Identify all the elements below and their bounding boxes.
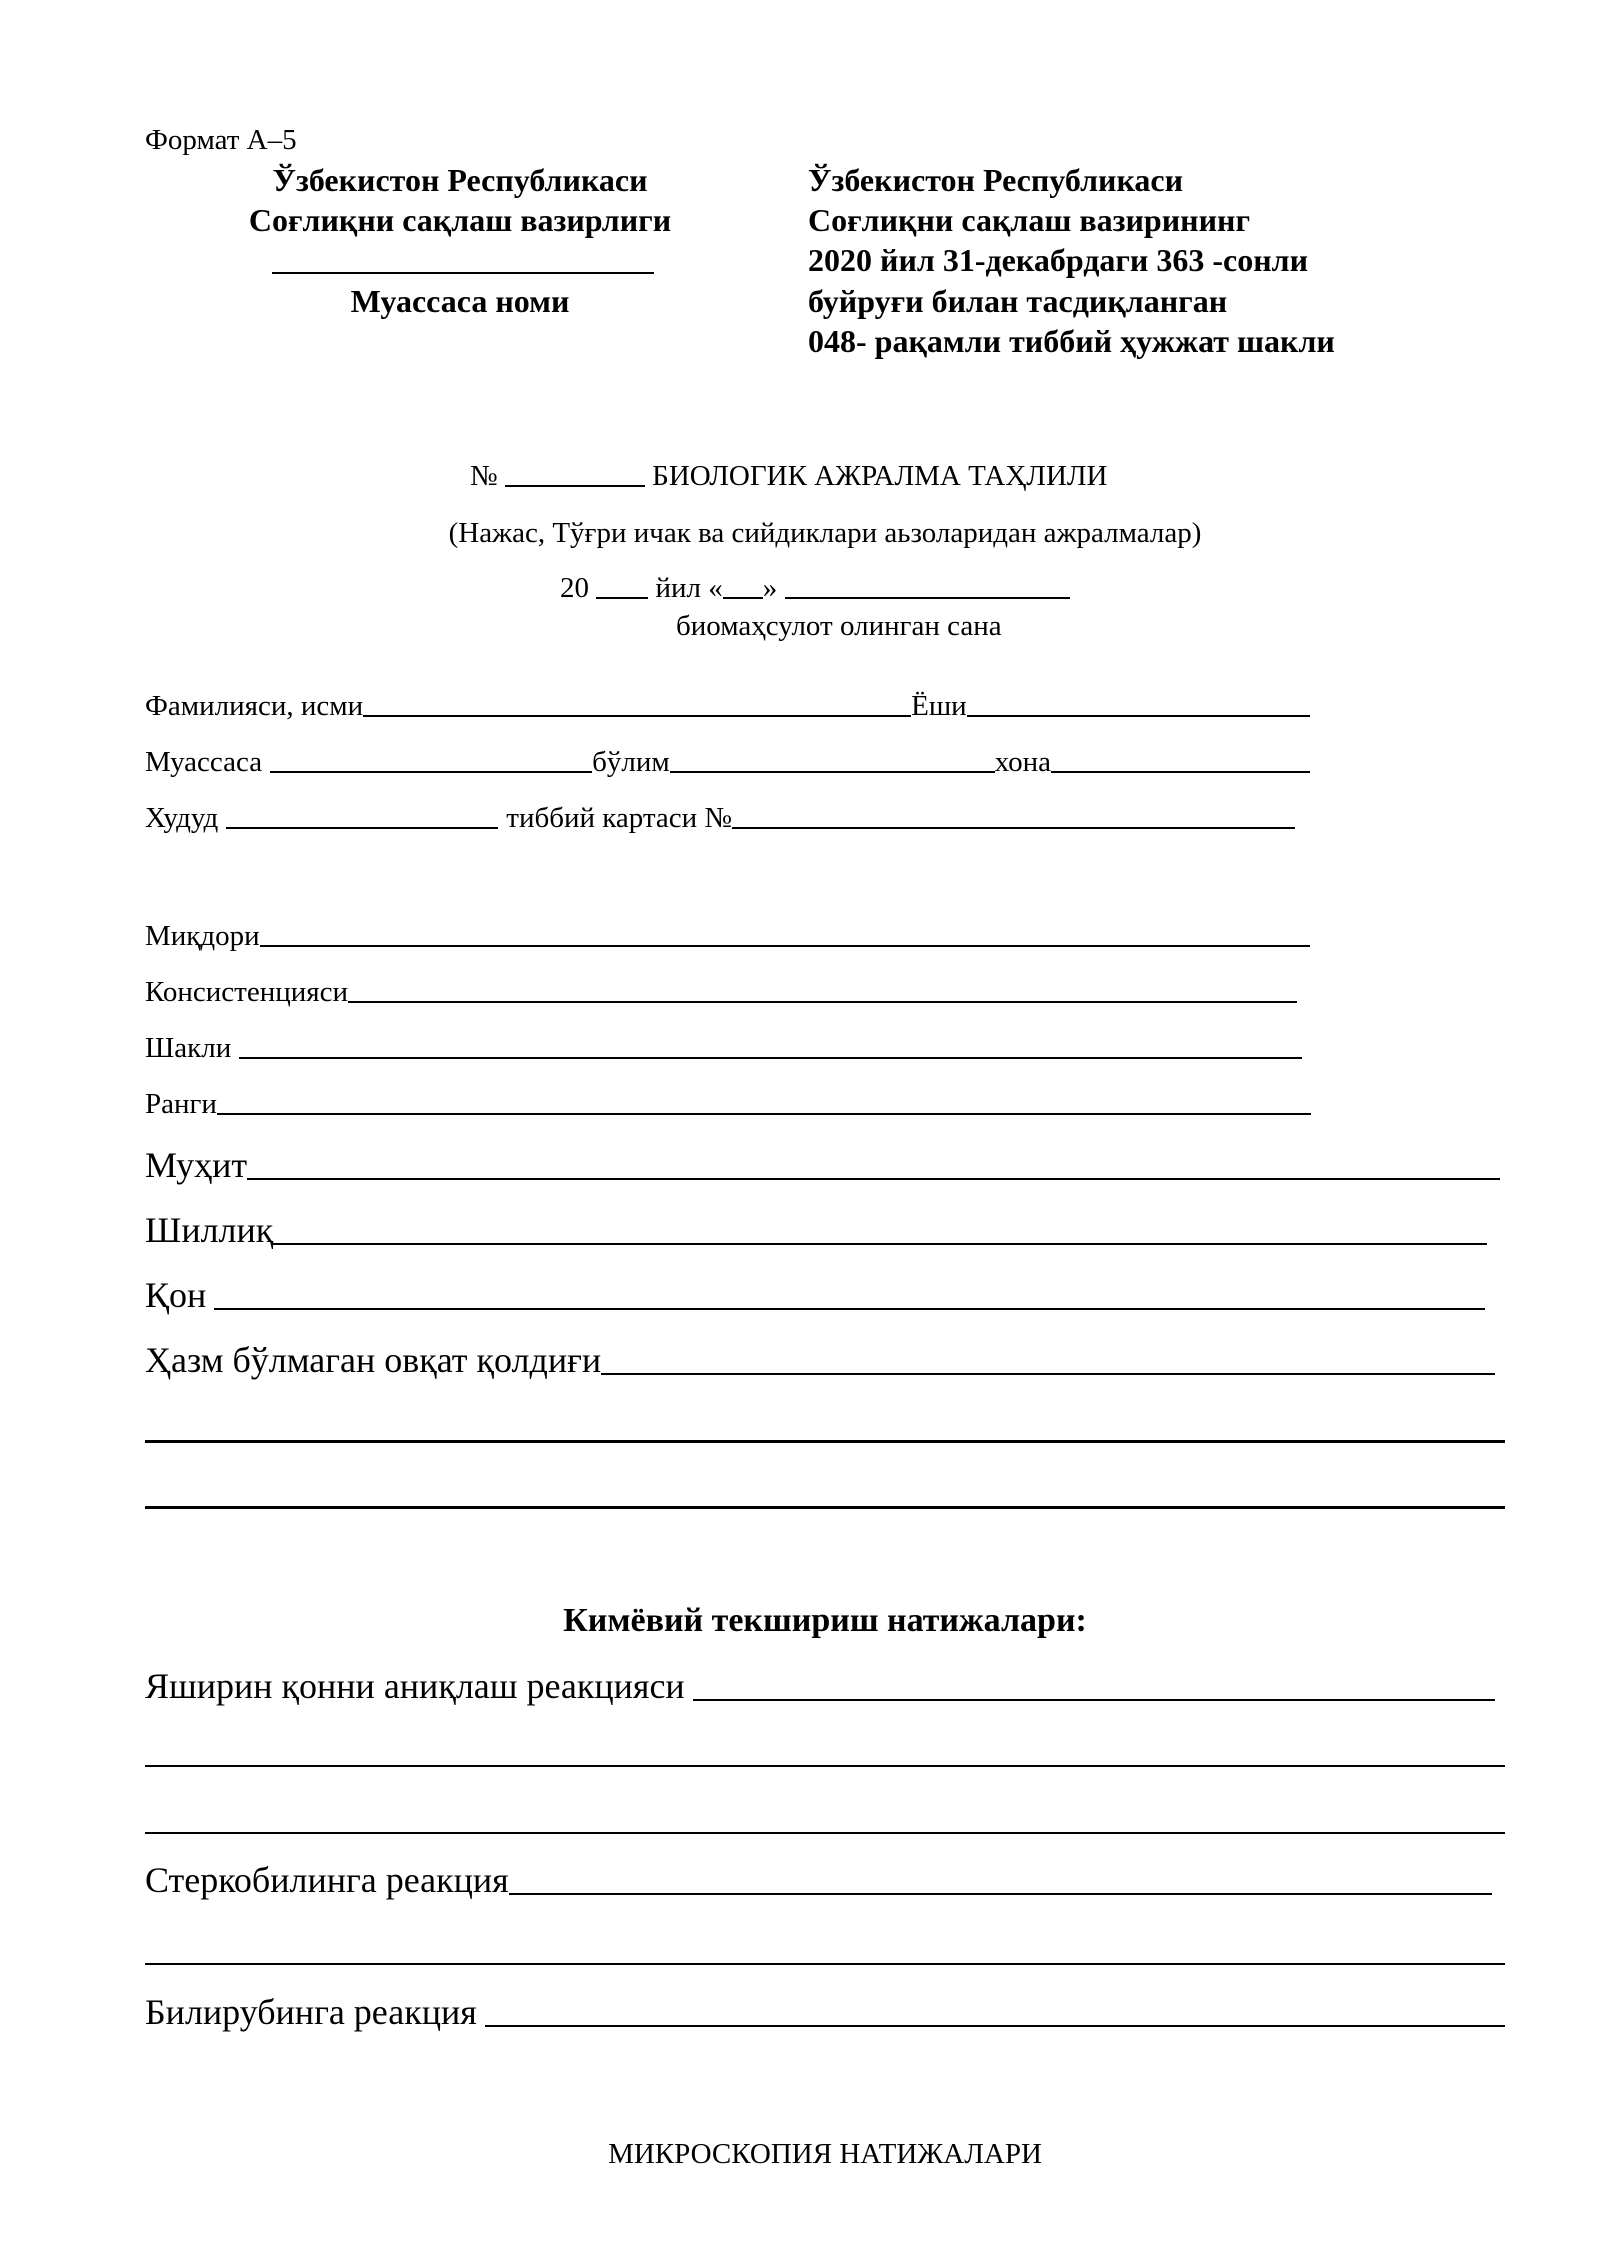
title-text: БИОЛОГИК АЖРАЛМА ТАҲЛИЛИ [652, 460, 1108, 492]
patient-name-label: Фамилияси, исми [145, 690, 364, 722]
blood-label: Қон [145, 1275, 207, 1315]
approval-line2: Соғлиқни сақлаш вазирининг [808, 202, 1250, 238]
hidden-blood-row [145, 1664, 1495, 1708]
amount-blank[interactable] [260, 945, 1310, 947]
sample-date-caption: биомаҳсулот олинган сана [676, 610, 1002, 642]
undigested-row [145, 1338, 1495, 1382]
hidden-blood-extra-line-1[interactable] [145, 1765, 1505, 1767]
amount-row [145, 918, 1310, 954]
blood-blank[interactable] [214, 1308, 1485, 1310]
approval-line1: Ўзбекистон Республикаси [808, 162, 1184, 198]
microscopy-heading: МИКРОСКОПИЯ НАТИЖАЛАРИ [608, 2138, 1042, 2170]
date-close-quote: » [762, 572, 778, 604]
department-label: бўлим [592, 746, 670, 778]
medcard-blank[interactable] [732, 827, 1295, 829]
patient-name-row [145, 688, 1310, 724]
chemical-heading: Кимёвий текшириш натижалари: [563, 1602, 1087, 1639]
approval-line5: 048- рақамли тиббий ҳужжат шакли [808, 323, 1335, 359]
document-number-blank[interactable] [505, 485, 645, 487]
ministry-left-line1: Ўзбекистон Республикаси [272, 162, 648, 198]
region-label: Худуд [145, 802, 219, 834]
institution-label: Муассаса [145, 746, 263, 778]
document-title [470, 458, 1108, 494]
patient-age-label: Ёши [911, 690, 967, 722]
medcard-label: тиббий картаси № [506, 802, 733, 834]
institution-row [145, 744, 1310, 780]
consistency-row [145, 974, 1297, 1010]
approval-line3: 2020 йил 31-декабрдаги 363 -сонли [808, 242, 1309, 278]
consistency-blank[interactable] [348, 1001, 1297, 1003]
region-row [145, 800, 1295, 836]
document-subtitle: (Нажас, Тўғри ичак ва сийдиклари аьзоларидан ажралмалар) [448, 517, 1202, 549]
institution-blank[interactable] [270, 771, 592, 773]
approval-line4: буйруғи билан тасдиқланган [808, 283, 1228, 319]
stercobilin-extra-line[interactable] [145, 1963, 1505, 1965]
institution-name-blank[interactable] [272, 272, 654, 274]
mucus-blank[interactable] [273, 1243, 1487, 1245]
mucus-row [145, 1208, 1487, 1252]
medium-blank[interactable] [247, 1178, 1500, 1180]
patient-name-blank[interactable] [363, 715, 911, 717]
bilirubin-row [145, 1990, 1505, 2034]
sample-date-row [560, 570, 1070, 606]
mucus-label: Шиллиқ [145, 1210, 274, 1250]
ministry-left-line2: Соғлиқни сақлаш вазирлиги [248, 202, 672, 238]
medium-label: Муҳит [145, 1145, 248, 1185]
medium-row [145, 1143, 1500, 1187]
undigested-blank[interactable] [601, 1373, 1495, 1375]
date-open-quote: « [708, 572, 723, 604]
room-blank[interactable] [1051, 771, 1310, 773]
region-blank[interactable] [226, 827, 498, 829]
patient-age-blank[interactable] [967, 715, 1310, 717]
extra-blank-line-2[interactable] [145, 1506, 1505, 1509]
consistency-label: Консистенцияси [145, 976, 349, 1008]
stercobilin-label: Стеркобилинга реакция [145, 1860, 509, 1900]
stercobilin-row [145, 1858, 1492, 1902]
date-year-word: йил [655, 572, 702, 604]
department-blank[interactable] [670, 771, 995, 773]
number-prefix: № [470, 460, 498, 492]
bilirubin-blank[interactable] [485, 2025, 1505, 2027]
amount-label: Миқдори [145, 920, 260, 952]
shape-label: Шакли [145, 1032, 232, 1064]
hidden-blood-blank[interactable] [693, 1699, 1495, 1701]
date-day-blank[interactable] [723, 597, 763, 599]
hidden-blood-label: Яширин қонни аниқлаш реакцияси [145, 1666, 685, 1706]
color-row [145, 1086, 1311, 1122]
room-label: хона [994, 746, 1052, 778]
date-year-blank[interactable] [596, 597, 648, 599]
format-label: Формат А–5 [145, 124, 297, 156]
extra-blank-line-1[interactable] [145, 1440, 1505, 1443]
bilirubin-label: Билирубинга реакция [145, 1992, 477, 2032]
date-month-blank[interactable] [785, 597, 1070, 599]
hidden-blood-extra-line-2[interactable] [145, 1832, 1505, 1834]
shape-blank[interactable] [239, 1057, 1302, 1059]
date-year-prefix: 20 [560, 572, 589, 604]
color-blank[interactable] [217, 1113, 1311, 1115]
institution-name-caption: Муассаса номи [350, 283, 570, 319]
shape-row [145, 1030, 1302, 1066]
undigested-label: Ҳазм бўлмаган овқат қолдиғи [145, 1340, 602, 1380]
blood-row [145, 1273, 1485, 1317]
color-label: Ранги [145, 1088, 217, 1120]
stercobilin-blank[interactable] [509, 1893, 1492, 1895]
